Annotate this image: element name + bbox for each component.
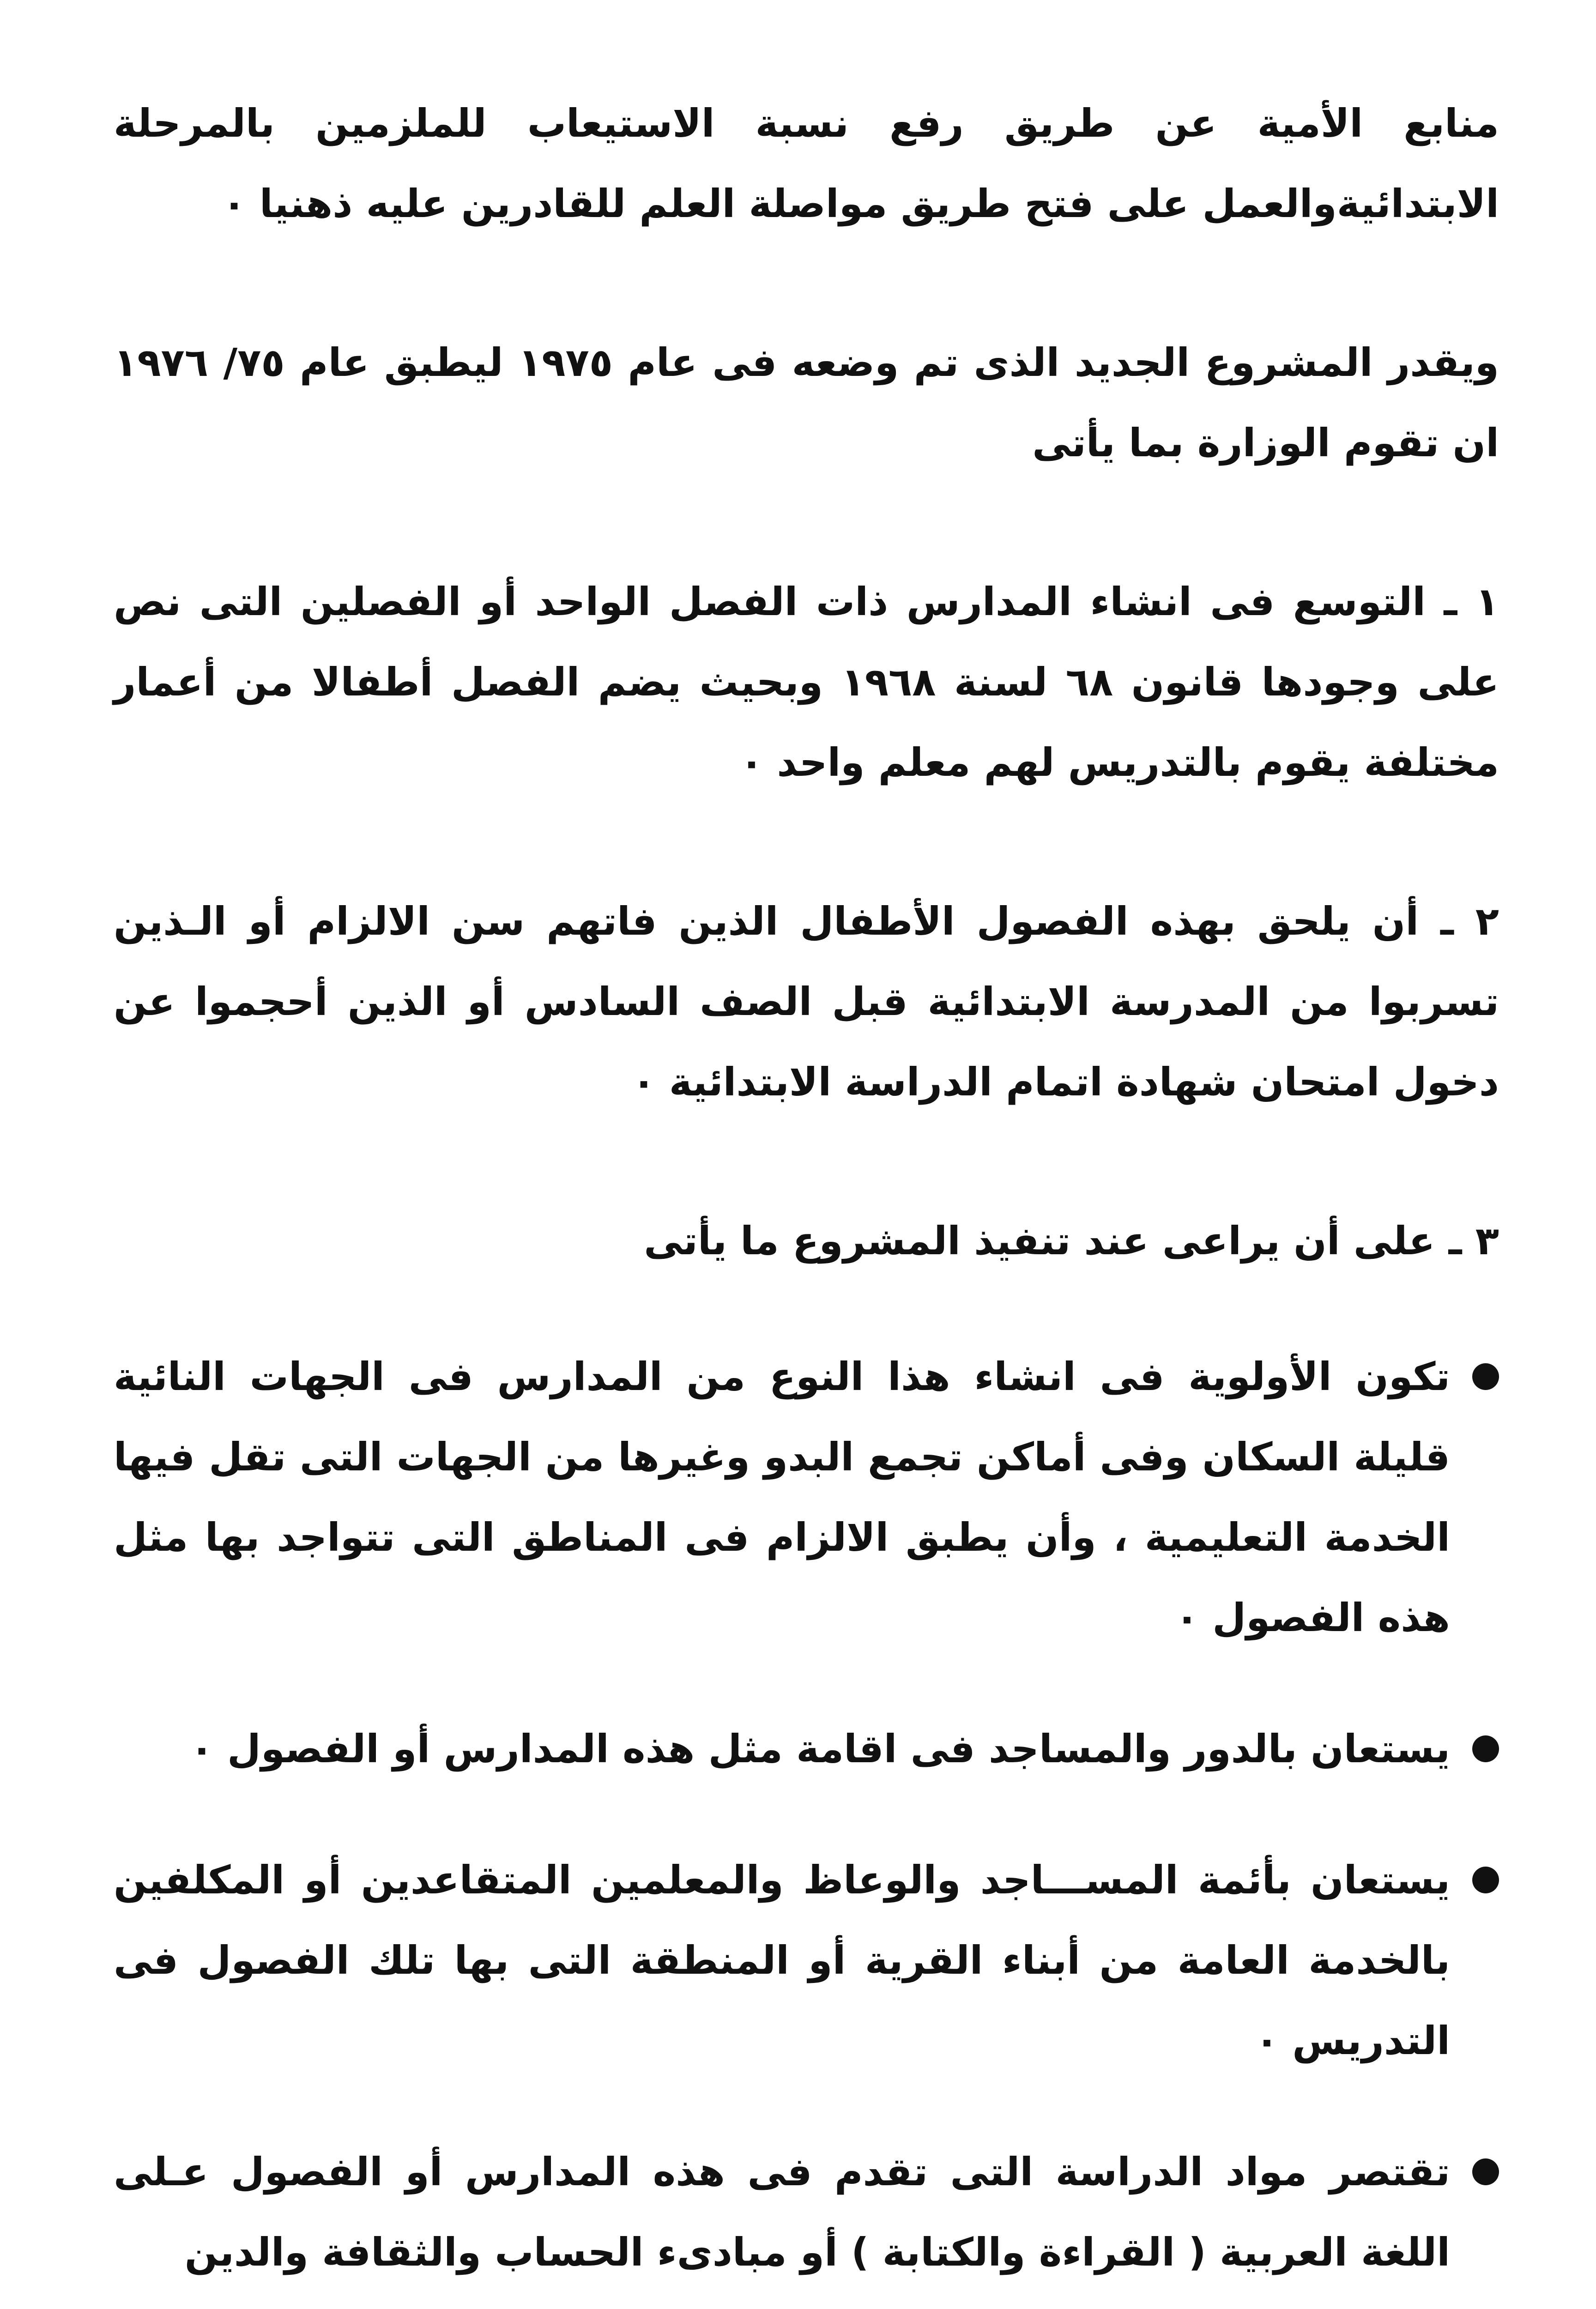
list-item-text: تقتصر مواد الدراسة التى تقدم فى هذه المدارس أو الفصول عـلى اللغة العربية ( القراءة والكتابة ) أو مبادىء الحساب والثقافة والدين xyxy=(114,2149,1450,2275)
bullet-icon xyxy=(1472,1363,1499,1390)
list-item xyxy=(114,2132,1499,2292)
list-item-text: يستعان بالدور والمساجد فى اقامة مثل هذه المدارس أو الفصول ٠ xyxy=(190,1726,1450,1771)
paragraph-item-2: ٢ ـ أن يلحق بهذه الفصول الأطفال الذين فاتهم سن الالزام أو الـذين تسربوا من المدرسة الابتدائية قبل الصف السادس أو الذين أحجموا عن دخول امتحان شهادة اتمام الدراسة الابتدائية ٠ xyxy=(114,899,1499,1105)
bullet-icon xyxy=(1472,2158,1499,2185)
list-item xyxy=(114,1840,1499,2081)
bullet-icon xyxy=(1472,1735,1499,1762)
paragraph-item-3: ٣ ـ على أن يراعى عند تنفيذ المشروع ما يأتى xyxy=(644,1218,1499,1263)
document-body xyxy=(114,83,1499,2309)
list-item xyxy=(114,1709,1499,1789)
paragraph-item-1: ١ ـ التوسع فى انشاء المدارس ذات الفصل الواحد أو الفصلين التى نص على وجودها قانون ٦٨ لسنة ١٩٦٨ وبحيث يضم الفصل أطفالا من أعمار مختلفة يقوم بالتدريس لهم معلم واحد ٠ xyxy=(114,579,1499,785)
list-item-text: يستعان بأئمة المســـاجد والوعاظ والمعلمين المتقاعدين أو المكلفين بالخدمة العامة من أبناء القرية أو المنطقة التى بها تلك الفصول فى التدريس ٠ xyxy=(114,1857,1450,2063)
paragraph-new-project: ويقدر المشروع الجديد الذى تم وضعه فى عام ١٩٧٥ ليطبق عام ٧٥/ ١٩٧٦ ان تقوم الوزارة بما يأتى xyxy=(114,340,1499,465)
list-item xyxy=(114,1336,1499,1658)
bullet-icon xyxy=(1472,1867,1499,1893)
paragraph-intro: منابع الأمية عن طريق رفع نسبة الاستيعاب للملزمين بالمرحلة الابتدائيةوالعمل على فتح طريق مواصلة العلم للقادرين عليه ذهنيا ٠ xyxy=(114,101,1499,226)
list-item-text: تكون الأولوية فى انشاء هذا النوع من المدارس فى الجهات النائية قليلة السكان وفى أماكن تجمع البدو وغيرها من الجهات التى تقل فيها الخدمة التعليمية ، وأن يطبق الالزام فى المناطق التى تتواجد بها مثل هذه الفصول ٠ xyxy=(114,1354,1450,1640)
